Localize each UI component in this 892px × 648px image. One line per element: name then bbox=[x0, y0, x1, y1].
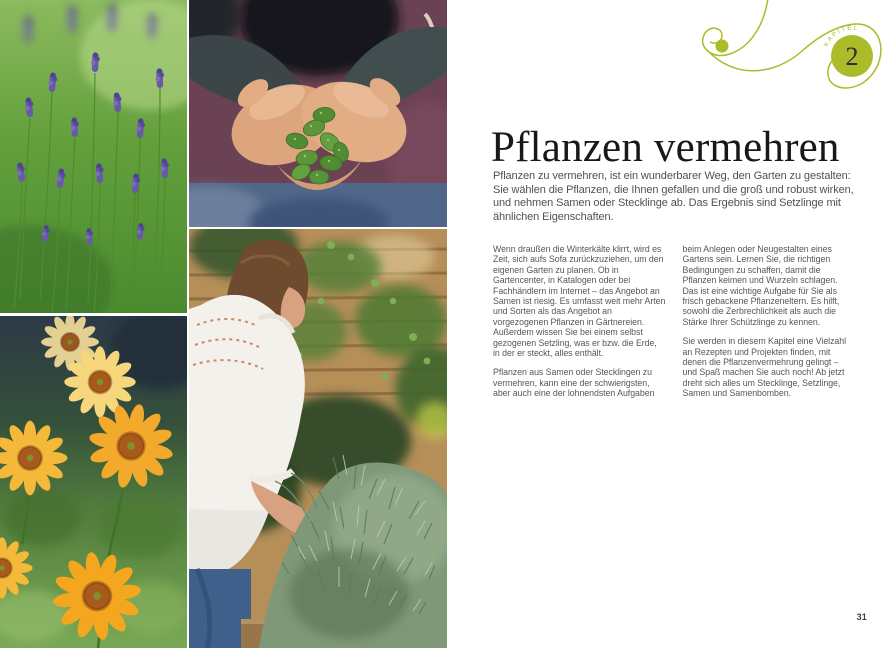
hands-photo-illustration bbox=[189, 0, 447, 227]
flourish-swirl-icon bbox=[680, 0, 892, 112]
chapter-title: Pflanzen vermehren bbox=[491, 124, 840, 171]
chapter-intro: Pflanzen zu vermehren, ist ein wunderbarer Weg, den Garten zu gestalten: Sie wählen die Pflanzen, die Ihnen gefallen und die groß und robust wirken, und nehmen Samen oder Stecklinge ab. Das Ergebnis sind Setzlinge mit ähnlichen Eigenschaften. bbox=[493, 170, 854, 224]
photo-cucamelon-hands bbox=[189, 0, 447, 227]
chapter-badge-number: 2 bbox=[845, 42, 859, 71]
photo-woman-gardening bbox=[189, 229, 447, 648]
chapter-badge-kapitel-label: KAPITEL bbox=[822, 24, 860, 48]
body-paragraph: Pflanzen aus Samen oder Stecklingen zu vermehren, kann eine der schwierigsten, aber auch eine der lohnendsten Aufgaben bbox=[493, 367, 655, 399]
body-columns bbox=[493, 244, 855, 399]
photo-lavender bbox=[0, 0, 187, 313]
page-number: 31 bbox=[856, 612, 867, 622]
body-column-left bbox=[493, 244, 666, 399]
coneflowers-photo-illustration bbox=[0, 316, 187, 648]
lavender-photo-illustration bbox=[0, 0, 187, 313]
photo-coneflowers bbox=[0, 316, 187, 648]
gardening-photo-illustration bbox=[189, 229, 447, 648]
body-paragraph: Sie werden in diesem Kapitel eine Vielzahl an Rezepten und Projekten finden, mit denen die Pflanzenvermehrung gelingt – und Spaß machen Sie auch noch! Ab jetzt dreht sich alles um Stecklinge, Setzlinge, Samen und Samenbomben. bbox=[682, 336, 847, 399]
body-column-right bbox=[683, 244, 856, 399]
body-paragraph: Wenn draußen die Winterkälte klirrt, wird es Zeit, sich aufs Sofa zurückzuziehen, um den eigenen Garten zu planen. Ob in Gartencenter, in Katalogen oder bei Fachhändlern im Internet – das Angebot an Samen ist riesig. Es umfasst weit mehr Arten und Sorten als das Angebot an vorgezogenen Pflanzen in Gärtnereien. Außerdem wissen Sie bei einem selbst gezogenen Setzling, was er bzw. die Erde, in der er steckt, alles enthält. bbox=[493, 244, 666, 359]
flourish-dot-icon bbox=[716, 40, 729, 53]
body-paragraph: beim Anlegen oder Neugestalten eines Gartens sein. Lernen Sie, die richtigen Bedingungen zu schaffen, damit die Pflanzen keimen und Wurzeln schlagen. Das ist eine wichtige Aufgabe für Sie als frisch gebackene Pflanzeneltern. Es hilft, sowohl die Zerbrechlichkeit als auch die Stärke Ihrer Schützlinge zu kennen. bbox=[682, 244, 840, 327]
chapter-badge bbox=[823, 25, 873, 77]
